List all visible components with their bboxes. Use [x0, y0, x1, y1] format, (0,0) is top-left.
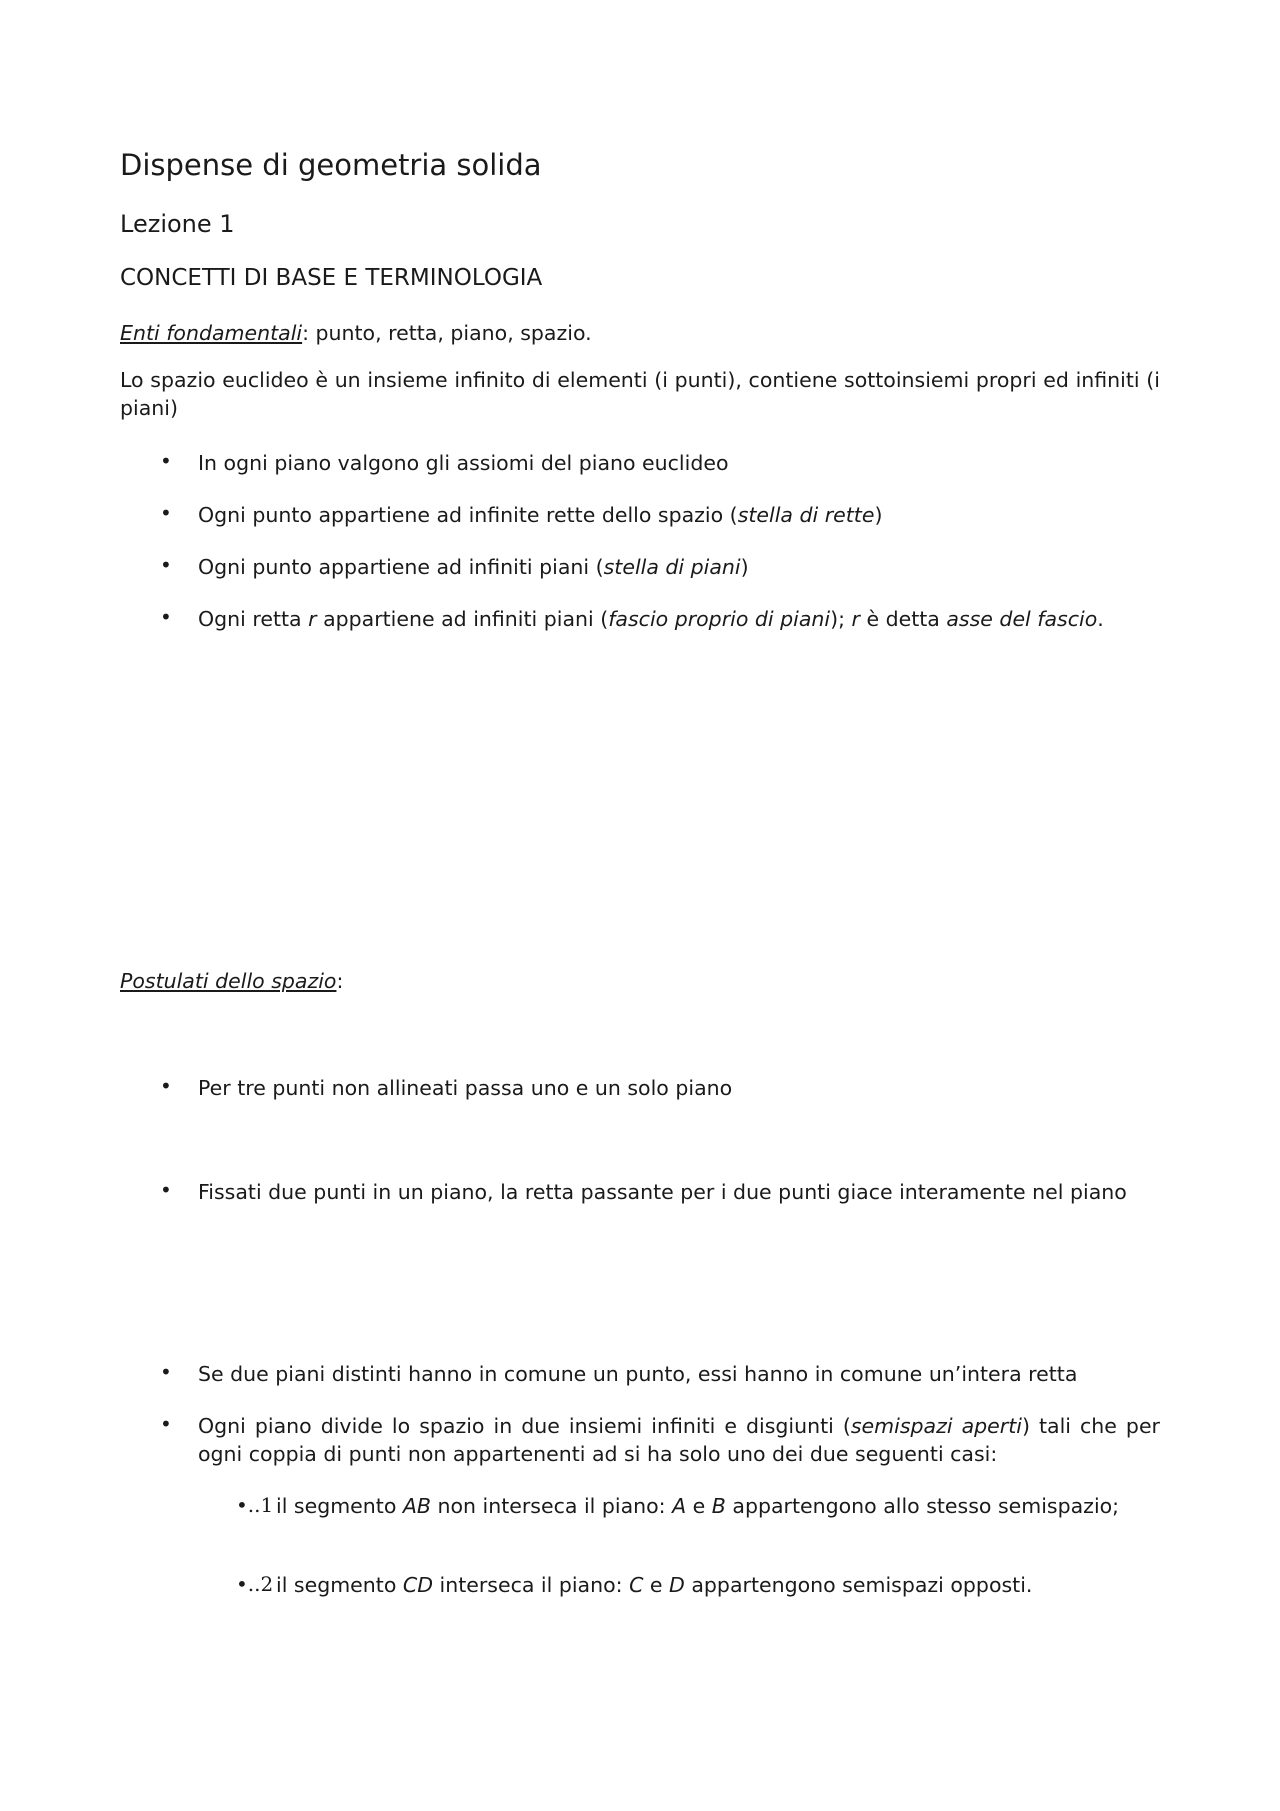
intro-paragraph: Lo spazio euclideo è un insieme infinito di elementi (i punti), contiene sottoinsiemi propri ed infiniti (i piani) — [120, 368, 1160, 420]
text-run: non interseca il piano: — [430, 1494, 673, 1518]
text-run: ) tali che per ogni coppia di punti non appartenenti ad si ha solo uno dei due seguenti casi: — [198, 1414, 1160, 1466]
text-run: Ogni punto appartiene ad infiniti piani ( — [198, 555, 604, 579]
var-a: A — [672, 1494, 687, 1518]
bullet-icon: • — [160, 1412, 172, 1436]
postulati-label: Postulati dello spazio — [120, 969, 337, 993]
bullet-icon: • — [160, 501, 172, 525]
term-fascio-proprio: fascio proprio di piani — [608, 607, 831, 631]
text-run: ) — [874, 503, 883, 527]
var-r: r — [851, 607, 860, 631]
text-run: ) — [740, 555, 749, 579]
lesson-heading: Lezione 1 — [120, 210, 235, 238]
var-r: r — [308, 607, 317, 631]
bullet-item-fascio — [198, 605, 1104, 633]
text-run: è detta — [859, 607, 947, 631]
bullet-icon: • — [160, 605, 172, 629]
bullet-item-due-punti: Fissati due punti in un piano, la retta passante per i due punti giace interamente nel piano — [198, 1180, 1127, 1204]
section-heading: CONCETTI DI BASE E TERMINOLOGIA — [120, 265, 543, 291]
bullet-item-semispazi — [198, 1412, 1160, 1468]
enti-fondamentali-paragraph — [120, 319, 592, 347]
bullet-icon: • — [160, 1360, 172, 1384]
var-d: D — [669, 1573, 685, 1597]
var-b: B — [711, 1494, 726, 1518]
var-cd: CD — [402, 1573, 433, 1597]
postulati-paragraph — [120, 967, 343, 995]
text-run: e — [643, 1573, 670, 1597]
text-run: il segmento — [276, 1494, 403, 1518]
bullet-item-tre-punti: Per tre punti non allineati passa uno e un solo piano — [198, 1076, 733, 1100]
var-c: C — [629, 1573, 644, 1597]
text-run: interseca il piano: — [433, 1573, 630, 1597]
enti-rest: : punto, retta, piano, spazio. — [302, 321, 592, 345]
bullet-icon: • — [160, 1074, 172, 1098]
term-stella-di-piani: stella di piani — [603, 555, 741, 579]
sub-item-ab — [276, 1492, 1160, 1520]
document-title: Dispense di geometria solida — [120, 148, 542, 182]
sub-item-marker: •..2 — [236, 1572, 274, 1596]
bullet-item-stella-rette — [198, 501, 882, 529]
text-run: Ogni punto appartiene ad infinite rette dello spazio ( — [198, 503, 738, 527]
text-run: appartengono semispazi opposti. — [684, 1573, 1033, 1597]
text-run: appartengono allo stesso semispazio; — [725, 1494, 1120, 1518]
term-stella-di-rette: stella di rette — [737, 503, 875, 527]
text-run: Ogni retta — [198, 607, 309, 631]
text-run: il segmento — [276, 1573, 403, 1597]
bullet-item-due-piani: Se due piani distinti hanno in comune un punto, essi hanno in comune un’intera retta — [198, 1362, 1078, 1386]
text-run: appartiene ad infiniti piani ( — [316, 607, 609, 631]
postulati-rest: : — [336, 969, 344, 993]
bullet-icon: • — [160, 1178, 172, 1202]
sub-item-marker: •..1 — [236, 1493, 274, 1517]
text-run: e — [686, 1494, 712, 1518]
bullet-icon: • — [160, 553, 172, 577]
sub-item-cd — [276, 1571, 1032, 1599]
text-run: Ogni piano divide lo spazio in due insiemi infiniti e disgiunti ( — [198, 1414, 851, 1438]
enti-label: Enti fondamentali — [120, 321, 303, 345]
text-run: . — [1097, 607, 1104, 631]
text-run: ); — [830, 607, 852, 631]
term-asse-del-fascio: asse del fascio — [946, 607, 1098, 631]
bullet-icon: • — [160, 449, 172, 473]
bullet-item-piano-euclideo: In ogni piano valgono gli assiomi del piano euclideo — [198, 451, 729, 475]
term-semispazi-aperti: semispazi aperti — [850, 1414, 1022, 1438]
var-ab: AB — [402, 1494, 431, 1518]
bullet-item-stella-piani — [198, 553, 749, 581]
